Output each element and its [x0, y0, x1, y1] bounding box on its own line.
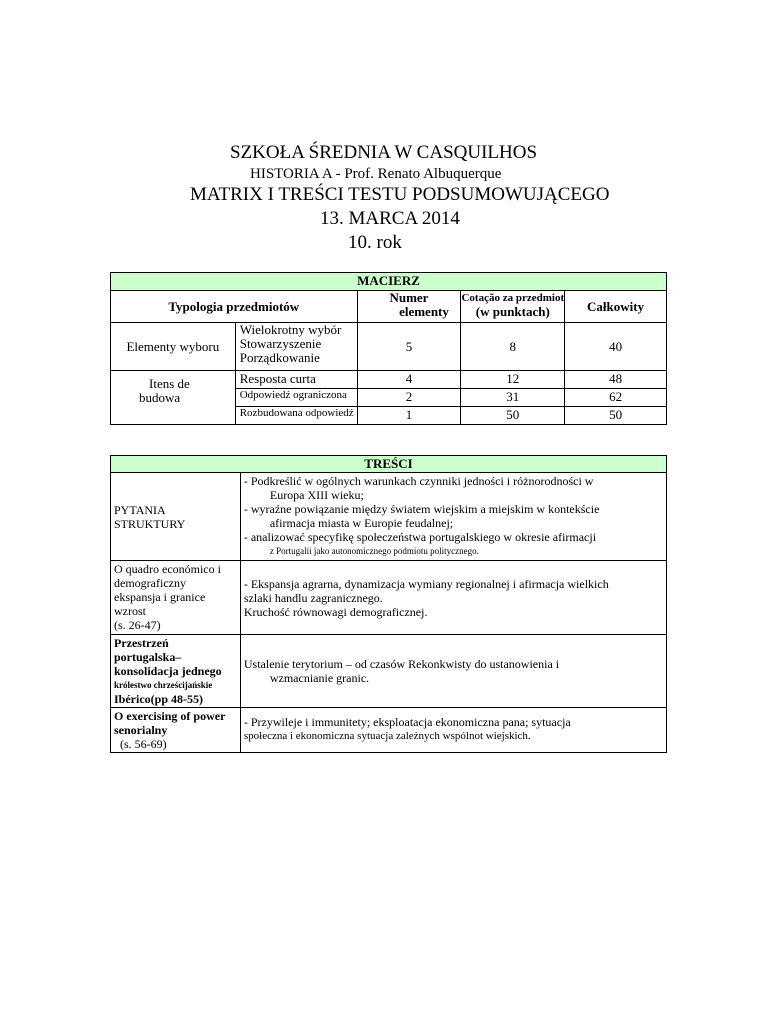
row-number: 2: [357, 389, 461, 407]
col-typology: Typologia przedmiotów: [111, 291, 358, 323]
row-type: Rozbudowana odpowiedź: [235, 407, 357, 425]
content-line: - Przywileje i immunitety; eksploatacja ekonomiczna pana; sytuacja: [243, 715, 571, 729]
col-points-line2: (w punktach): [475, 304, 550, 319]
row-points: 50: [461, 407, 565, 425]
group1-number: 5: [357, 323, 461, 371]
portuguese-space-label: [111, 635, 241, 708]
col-number-line1: Numer: [389, 290, 429, 305]
subject-line: HISTORIA A - Prof. Renato Albuquerque: [250, 166, 502, 182]
row-type: Odpowiedź ograniczona: [235, 389, 357, 407]
row-points: 12: [461, 371, 565, 389]
content-line: Ustalenie terytorium – od czasów Rekonkwisty do ustanowienia i: [243, 657, 560, 671]
col-points: [461, 291, 565, 323]
group-construction-line2: budowa: [139, 390, 181, 405]
group-selection-types: [235, 323, 357, 371]
matrix-table: [110, 272, 667, 425]
col-number: [357, 291, 461, 323]
content-line: Kruchość równowagi demograficznej.: [243, 604, 428, 619]
seigneurial-power-text: [240, 708, 666, 753]
structure-questions-text: [240, 473, 666, 561]
economic-label-line: ekspansja i granice: [114, 590, 206, 604]
economic-framework-label: [111, 561, 241, 635]
portuguese-label-line: konsolidacja jednego: [114, 664, 222, 678]
portuguese-label-line: Przestrzeń portugalska–: [114, 636, 182, 664]
objective-line: Europa XIII wieku;: [269, 488, 364, 502]
seigneurial-label-line: (s. 56-69): [120, 737, 167, 751]
portuguese-space-text: [240, 635, 666, 708]
group-construction: [111, 371, 236, 425]
col-number-line2: elementy: [399, 304, 449, 319]
objective-line: - wyraźne powiązanie między światem wiejskim a miejskim w kontekście: [243, 502, 600, 516]
economic-framework-text: [240, 561, 666, 635]
row-total: 48: [565, 371, 667, 389]
seigneurial-label-line: senorialny: [114, 723, 168, 737]
row-number: 1: [357, 407, 461, 425]
row-points: 31: [461, 389, 565, 407]
objective-line: z Portugalii jako autonomicznego podmiotu politycznego.: [269, 546, 479, 556]
portuguese-label-line: Ibérico(pp 48-55): [114, 692, 203, 706]
col-total: Całkowity: [565, 291, 667, 323]
content-title: TREŚCI: [111, 456, 667, 473]
school-name: SZKOŁA ŚREDNIA W CASQUILHOS: [230, 142, 538, 163]
structure-questions-line1: PYTANIA: [114, 502, 166, 517]
group1-total: 40: [565, 323, 667, 371]
row-number: 4: [357, 371, 461, 389]
group-selection: Elementy wyboru: [111, 323, 236, 371]
school-year: 10. rok: [348, 232, 402, 253]
document-date: 13. MARCA 2014: [320, 208, 460, 229]
objective-line: - Podkreślić w ogólnych warunkach czynniki jedności i różnorodności w: [243, 474, 594, 488]
seigneurial-power-label: [111, 708, 241, 753]
structure-questions-line2: STRUKTURY: [114, 516, 186, 531]
economic-label-line: demograficzny: [114, 576, 186, 590]
content-line: społeczna i ekonomiczna sytuacja zależnych wspólnot wiejskich.: [243, 730, 531, 742]
structure-questions-label: [111, 473, 241, 561]
objective-line: - analizować specyfikę społeczeństwa portugalskiego w okresie afirmacji: [243, 530, 597, 544]
matrix-title: MACIERZ: [111, 273, 667, 291]
economic-label-line: O quadro económico i: [114, 562, 221, 576]
seigneurial-label-line: O exercising of power: [114, 709, 226, 723]
content-line: wzmacnianie granic.: [269, 671, 370, 685]
content-line: - Ekspansja agrarna, dynamizacja wymiany regionalnej i afirmacja wielkich: [243, 576, 609, 591]
type-association: Stowarzyszenie: [239, 336, 322, 351]
group1-points: 8: [461, 323, 565, 371]
group-construction-line1: Itens de: [149, 376, 190, 391]
row-total: 62: [565, 389, 667, 407]
row-type: Resposta curta: [235, 371, 357, 389]
objective-line: afirmacja miasta w Europie feudalnej;: [269, 516, 454, 530]
economic-label-line: (s. 26-47): [114, 618, 161, 632]
document-title: MATRIX I TREŚCI TESTU PODSUMOWUJĄCEGO: [190, 184, 610, 205]
content-line: szlaki handlu zagranicznego.: [243, 590, 383, 605]
economic-label-line: wzrost: [114, 604, 146, 618]
col-points-line1: Cotação za przedmiot: [461, 292, 565, 304]
type-multiple-choice: Wielokrotny wybór: [239, 322, 342, 337]
row-total: 50: [565, 407, 667, 425]
type-ordering: Porządkowanie: [239, 350, 320, 365]
content-table: [110, 455, 667, 753]
portuguese-label-line: królestwo chrześcijańskie: [114, 680, 213, 690]
